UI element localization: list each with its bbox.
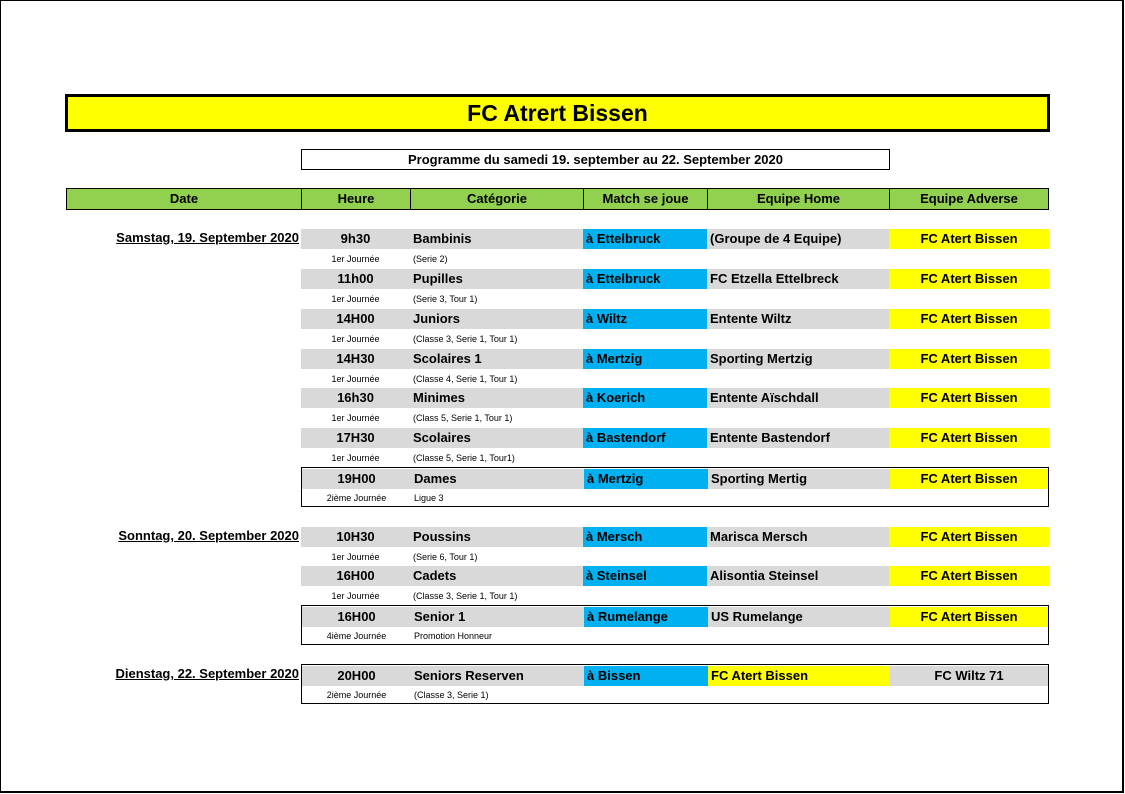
- match-block: [301, 467, 1049, 507]
- match-block: [301, 566, 1049, 606]
- match-home-team: Entente Wiltz: [707, 309, 889, 329]
- match-time: 17H30: [301, 428, 410, 448]
- match-away-team: FC Atert Bissen: [889, 388, 1049, 408]
- match-block: [301, 349, 1049, 389]
- match-home-team: Sporting Mertig: [708, 469, 890, 489]
- match-detail: (Serie 3, Tour 1): [413, 294, 478, 304]
- match-subrow: [301, 330, 1049, 348]
- match-subrow: [302, 627, 1050, 645]
- match-round: 1er Journée: [331, 334, 380, 344]
- match-time: 10H30: [301, 527, 410, 547]
- date-saturday: Samstag, 19. September 2020: [116, 230, 299, 245]
- match-category: Pupilles: [410, 269, 583, 289]
- match-category: Senior 1: [411, 607, 584, 627]
- match-subrow: [301, 250, 1049, 268]
- match-location: à Mertzig: [584, 469, 708, 489]
- match-subrow: [301, 290, 1049, 308]
- match-location: à Bissen: [584, 666, 708, 686]
- match-away-team: FC Atert Bissen: [889, 527, 1049, 547]
- match-block: [301, 428, 1049, 468]
- match-row: [302, 666, 1050, 686]
- match-away-team: FC Atert Bissen: [889, 566, 1049, 586]
- match-category: Scolaires: [410, 428, 583, 448]
- match-time: 20H00: [302, 666, 411, 686]
- match-away-team: FC Atert Bissen: [889, 428, 1049, 448]
- match-block: [301, 527, 1049, 567]
- match-row: [301, 566, 1049, 586]
- match-detail: (Classe 3, Serie 1, Tour 1): [413, 591, 518, 601]
- match-away-team: FC Atert Bissen: [889, 229, 1049, 249]
- header-away: Equipe Adverse: [920, 191, 1018, 206]
- match-time: 16h30: [301, 388, 410, 408]
- header-location: Match se joue: [584, 189, 708, 209]
- match-location: à Ettelbruck: [583, 229, 707, 249]
- match-detail: (Classe 4, Serie 1, Tour 1): [413, 374, 518, 384]
- match-detail: (Class 5, Serie 1, Tour 1): [413, 413, 513, 423]
- match-round: 1er Journée: [331, 294, 380, 304]
- match-location: à Rumelange: [584, 607, 708, 627]
- match-category: Juniors: [410, 309, 583, 329]
- match-row: [301, 349, 1049, 369]
- match-row: [302, 469, 1050, 489]
- match-category: Scolaires 1: [410, 349, 583, 369]
- match-subrow: [301, 409, 1049, 427]
- match-block: [301, 229, 1049, 269]
- match-block: [301, 388, 1049, 428]
- match-home-team: Entente Bastendorf: [707, 428, 889, 448]
- match-row: [301, 309, 1049, 329]
- match-block: [301, 664, 1049, 704]
- match-location: à Wiltz: [583, 309, 707, 329]
- match-detail: (Serie 2): [413, 254, 448, 264]
- match-category: Seniors Reserven: [411, 666, 584, 686]
- match-away-team: FC Wiltz 71: [890, 666, 1048, 686]
- match-away-team: FC Atert Bissen: [890, 469, 1048, 489]
- match-category: Bambinis: [410, 229, 583, 249]
- match-detail: (Classe 3, Serie 1): [414, 690, 489, 700]
- match-time: 16H00: [302, 607, 411, 627]
- match-time: 11h00: [301, 269, 410, 289]
- table-header: [66, 188, 1049, 210]
- header-home: Equipe Home: [708, 189, 890, 209]
- match-subrow: [301, 449, 1049, 467]
- match-round: 1er Journée: [331, 453, 380, 463]
- match-home-team: Marisca Mersch: [707, 527, 889, 547]
- match-away-team: FC Atert Bissen: [889, 309, 1049, 329]
- match-time: 9h30: [301, 229, 410, 249]
- match-category: Poussins: [410, 527, 583, 547]
- match-detail: (Serie 6, Tour 1): [413, 552, 478, 562]
- match-home-team: FC Atert Bissen: [708, 666, 890, 686]
- match-block: [301, 269, 1049, 309]
- match-away-team: FC Atert Bissen: [890, 607, 1048, 627]
- match-home-team: Entente Aïschdall: [707, 388, 889, 408]
- match-category: Dames: [411, 469, 584, 489]
- match-round: 1er Journée: [331, 254, 380, 264]
- match-time: 19H00: [302, 469, 411, 489]
- match-home-team: Sporting Mertzig: [707, 349, 889, 369]
- header-category: Catégorie: [411, 189, 584, 209]
- match-row: [301, 229, 1049, 249]
- match-time: 14H30: [301, 349, 410, 369]
- match-round: 1er Journée: [331, 591, 380, 601]
- program-subtitle: Programme du samedi 19. september au 22. September 2020: [301, 149, 890, 170]
- match-location: à Ettelbruck: [583, 269, 707, 289]
- match-category: Minimes: [410, 388, 583, 408]
- match-location: à Mertzig: [583, 349, 707, 369]
- match-row: [302, 607, 1050, 627]
- match-away-team: FC Atert Bissen: [889, 269, 1049, 289]
- match-location: à Mersch: [583, 527, 707, 547]
- match-detail: Promotion Honneur: [414, 631, 493, 641]
- header-date: Date: [67, 189, 302, 209]
- match-home-team: US Rumelange: [708, 607, 890, 627]
- match-home-team: Alisontia Steinsel: [707, 566, 889, 586]
- match-round: 4ième Journée: [326, 631, 387, 641]
- match-time: 16H00: [301, 566, 410, 586]
- match-round: 2ième Journée: [326, 493, 387, 503]
- page-title: FC Atrert Bissen: [65, 94, 1050, 132]
- match-round: 1er Journée: [331, 552, 380, 562]
- match-row: [301, 269, 1049, 289]
- match-subrow: [302, 489, 1050, 507]
- match-home-team: FC Etzella Ettelbreck: [707, 269, 889, 289]
- header-time: Heure: [302, 189, 411, 209]
- match-row: [301, 388, 1049, 408]
- match-block: [301, 309, 1049, 349]
- match-location: à Koerich: [583, 388, 707, 408]
- match-round: 1er Journée: [331, 374, 380, 384]
- match-location: à Steinsel: [583, 566, 707, 586]
- match-row: [301, 428, 1049, 448]
- match-detail: (Classe 5, Serie 1, Tour1): [413, 453, 515, 463]
- match-subrow: [301, 370, 1049, 388]
- match-subrow: [301, 587, 1049, 605]
- match-detail: (Classe 3, Serie 1, Tour 1): [413, 334, 518, 344]
- date-sunday: Sonntag, 20. September 2020: [118, 528, 299, 543]
- match-location: à Bastendorf: [583, 428, 707, 448]
- match-block: [301, 605, 1049, 645]
- match-subrow: [301, 548, 1049, 566]
- match-round: 1er Journée: [331, 413, 380, 423]
- match-subrow: [302, 686, 1050, 704]
- match-away-team: FC Atert Bissen: [889, 349, 1049, 369]
- match-time: 14H00: [301, 309, 410, 329]
- match-round: 2ième Journée: [326, 690, 387, 700]
- match-row: [301, 527, 1049, 547]
- match-detail: Ligue 3: [414, 493, 444, 503]
- match-home-team: (Groupe de 4 Equipe): [707, 229, 889, 249]
- match-category: Cadets: [410, 566, 583, 586]
- date-tuesday: Dienstag, 22. September 2020: [115, 666, 299, 681]
